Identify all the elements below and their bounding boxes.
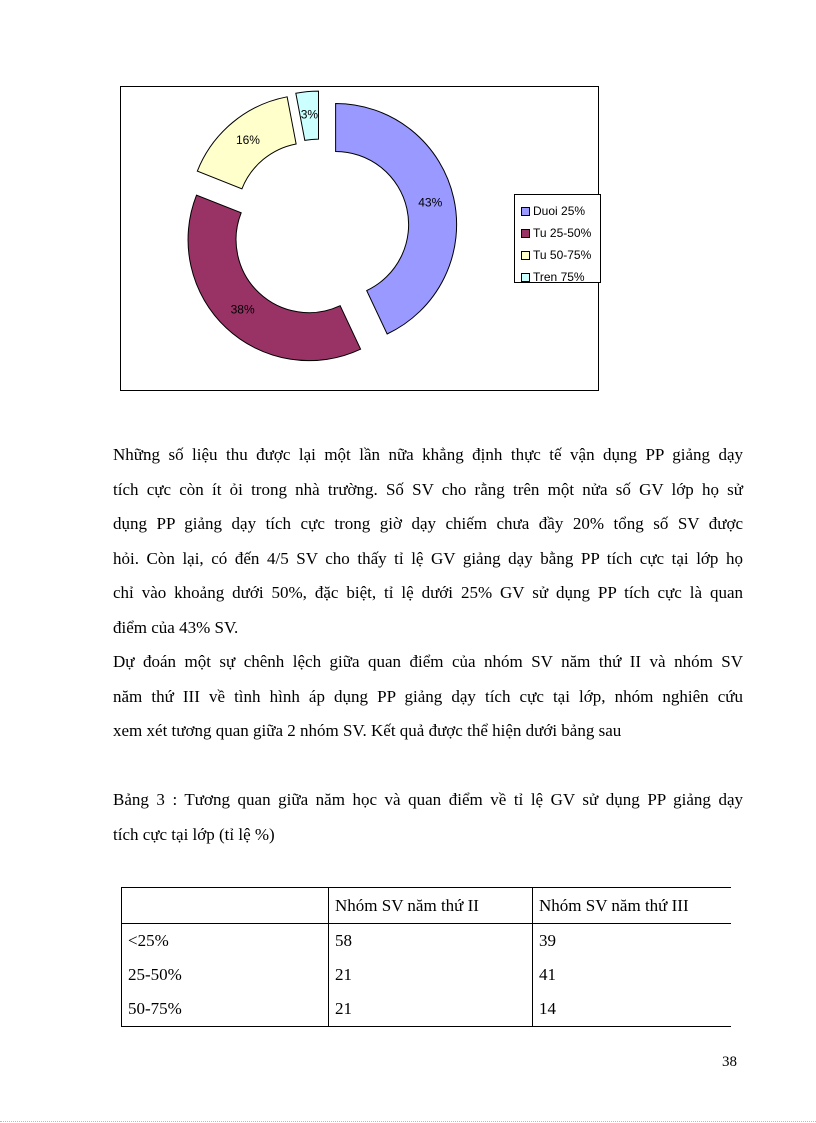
legend-label: Tu 50-75% — [533, 248, 592, 262]
text-line: Dự đoán một sự chênh lệch giữa quan điểm của nhóm SV năm thứ II và nhóm SV — [113, 652, 743, 671]
table-header-row — [122, 888, 732, 924]
table-cell: 21 — [329, 992, 533, 1027]
legend-item — [521, 244, 600, 266]
slice-data-label: 16% — [235, 133, 260, 148]
legend-swatch — [521, 207, 530, 216]
legend-item — [521, 266, 600, 288]
slice-data-label: 38% — [230, 302, 255, 317]
doughnut-slice — [336, 104, 457, 334]
legend-swatch — [521, 229, 530, 238]
text-line: điểm của 43% SV. — [113, 617, 239, 637]
text-line: tích cực còn ít ỏi trong nhà trường. Số SV cho rằng trên một nửa số GV lớp họ sử — [113, 479, 743, 499]
doughnut-slice — [188, 195, 361, 361]
table-header-cell: Nhóm SV năm thứ III — [533, 888, 732, 924]
table-cell: 58 — [329, 924, 533, 958]
body-paragraph — [113, 438, 743, 645]
table-caption — [113, 783, 743, 852]
text-line: chỉ vào khoảng dưới 50%, đặc biệt, tỉ lệ dưới 25% GV sử dụng PP tích cực là quan — [113, 583, 743, 602]
table-row — [122, 958, 732, 992]
table-row — [122, 992, 732, 1027]
legend-label: Duoi 25% — [533, 204, 586, 218]
body-paragraph — [113, 645, 743, 749]
table-cell: 41 — [539, 964, 556, 984]
data-table — [121, 887, 731, 1027]
chart-container — [120, 86, 599, 391]
page-bottom-border — [0, 1121, 816, 1122]
text-line: Bảng 3 : Tương quan giữa năm học và quan điểm về tỉ lệ GV sử dụng PP giảng dạy — [113, 790, 743, 809]
table-header-cell: Nhóm SV năm thứ II — [329, 888, 533, 924]
legend-label: Tren 75% — [533, 270, 585, 284]
table-cell: 14 — [533, 992, 732, 1027]
text-line: hỏi. Còn lại, có đến 4/5 SV cho thấy tỉ lệ GV giảng dạy bằng PP tích cực tại lớp họ — [113, 548, 743, 568]
legend-label: Tu 25-50% — [533, 226, 592, 240]
text-line: năm thứ III về tình hình áp dụng PP giảng dạy tích cực tại lớp, nhóm nghiên cứu — [113, 686, 743, 706]
text-line: tích cực tại lớp (tỉ lệ %) — [113, 824, 275, 844]
legend-swatch — [521, 251, 530, 260]
slice-data-label: 43% — [418, 195, 443, 210]
table-cell: <25% — [122, 924, 329, 958]
legend-swatch — [521, 273, 530, 282]
text-line: xem xét tương quan giữa 2 nhóm SV. Kết quả được thể hiện dưới bảng sau — [113, 721, 622, 740]
table-row — [122, 924, 732, 958]
legend-item — [521, 200, 600, 222]
legend-item — [521, 222, 600, 244]
table-cell: 39 — [539, 930, 556, 950]
table-cell: 21 — [329, 958, 533, 992]
table-header-cell — [122, 888, 329, 924]
table-cell: 50-75% — [122, 992, 329, 1027]
chart-legend — [514, 194, 601, 283]
page-number: 38 — [722, 1054, 737, 1070]
text-line: dụng PP giảng dạy tích cực trong giờ dạy chiếm chưa đầy 20% tổng số SV được — [113, 514, 743, 533]
table-cell: 25-50% — [122, 958, 329, 992]
slice-data-label: 3% — [300, 107, 319, 122]
text-line: Những số liệu thu được lại một lần nữa khẳng định thực tế vận dụng PP giảng dạy — [113, 445, 743, 464]
